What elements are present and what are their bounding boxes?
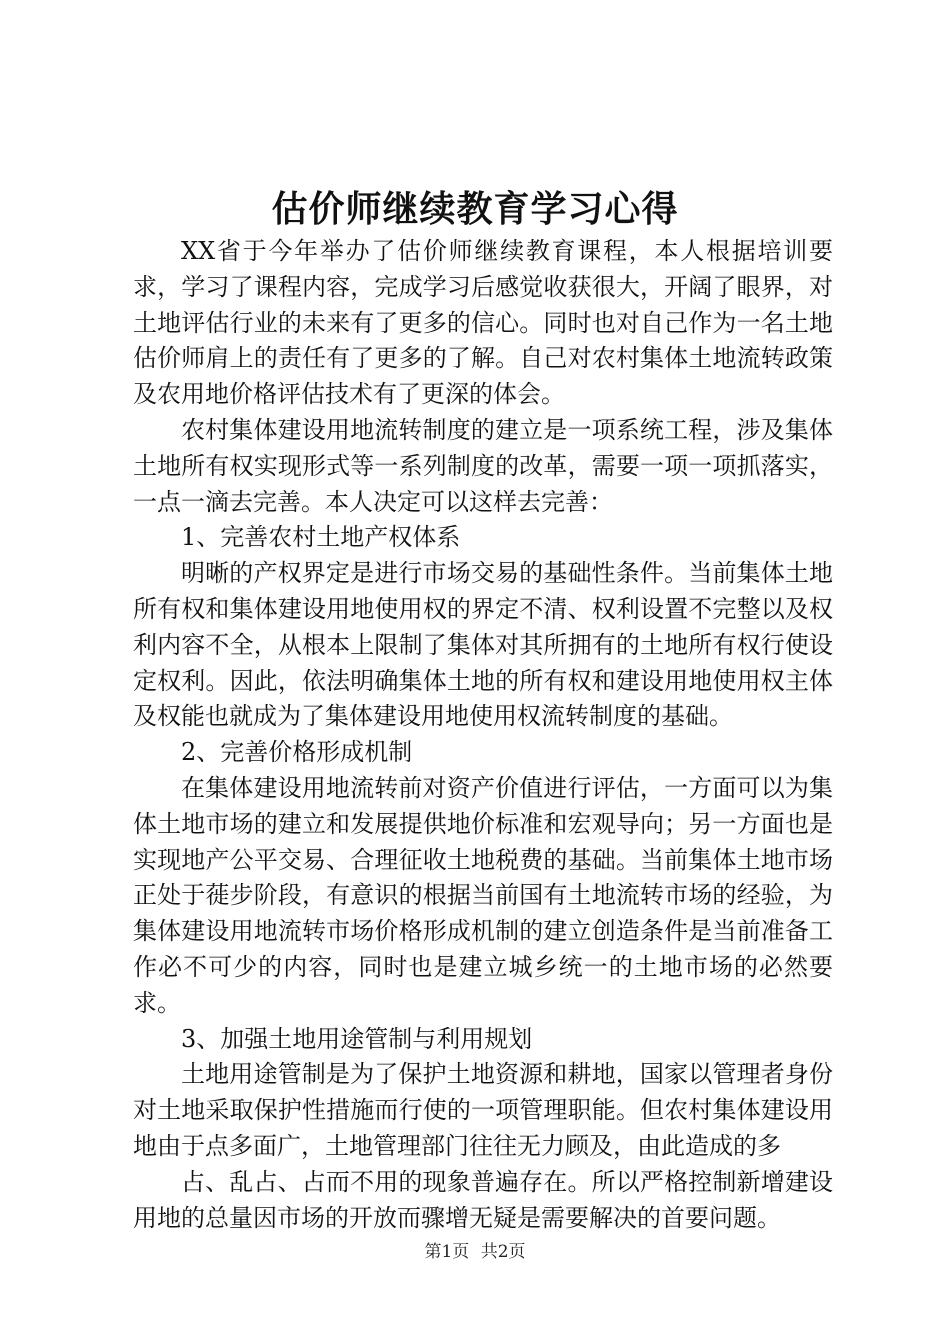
document-title: 估价师继续教育学习心得: [271, 188, 679, 230]
section-heading-2: 2、完善价格形成机制: [181, 738, 413, 767]
paragraph-section-3-cont: 占、乱占、占而不用的现象普遍存在。所以严格控制新增建设用地的总量因市场的开放而骤增无疑是需要解决的首要问题。: [133, 1167, 833, 1232]
paragraph-intro: XX省于今年举办了估价师继续教育课程，本人根据培训要求，学习了课程内容，完成学习后感觉收获很大，开阔了眼界，对土地评估行业的未来有了更多的信心。同时也对自己作为一名土地估价师肩上的责任有了更多的了解。自己对农村集体土地流转政策及农用地价格评估技术有了更深的体会。: [133, 237, 833, 409]
paragraph-section-3: 土地用途管制是为了保护土地资源和耕地，国家以管理者身份对土地采取保护性措施而行使的一项管理职能。但农村集体建设用地由于点多面广，土地管理部门往往无力顾及，由此造成的多: [133, 1060, 833, 1160]
page-total: 共2页: [480, 1242, 526, 1262]
paragraph-section-1: 明晰的产权界定是进行市场交易的基础性条件。当前集体土地所有权和集体建设用地使用权的界定不清、权利设置不完整以及权利内容不全，从根本上限制了集体对其所拥有的土地所有权行使设定权利。因此，依法明确集体土地的所有权和建设用地使用权主体及权能也就成为了集体建设用地使用权流转制度的基础。: [133, 559, 833, 731]
document-body: [133, 234, 833, 1236]
section-heading-3: 3、加强土地用途管制与利用规划: [181, 1024, 533, 1053]
paragraph-section-2: 在集体建设用地流转前对资产价值进行评估，一方面可以为集体土地市场的建立和发展提供地价标准和宏观导向；另一方面也是实现地产公平交易、合理征收土地税费的基础。当前集体土地市场正处于蓰步阶段，有意识的根据当前国有土地流转市场的经验，为集体建设用地流转市场价格形成机制的建立创造条件是当前准备工作必不可少的内容，同时也是建立城乡统一的土地市场的必然要求。: [133, 773, 833, 1017]
section-heading-1: 1、完善农村土地产权体系: [181, 523, 461, 552]
page-footer: [0, 1240, 950, 1264]
page-number: 第1页: [424, 1242, 470, 1262]
paragraph-system: 农村集体建设用地流转制度的建立是一项系统工程，涉及集体土地所有权实现形式等一系列制度的改革，需要一项一项抓落实，一点一滴去完善。本人决定可以这样去完善：: [133, 415, 833, 516]
